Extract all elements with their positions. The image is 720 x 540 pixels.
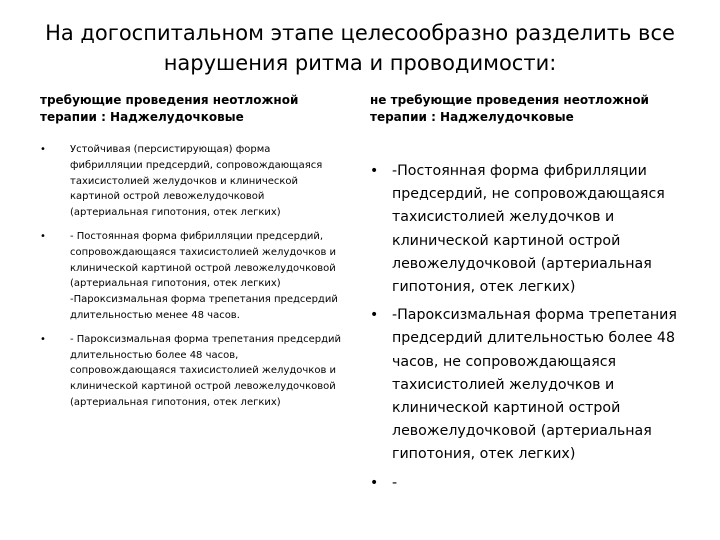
- list-item: [40, 142, 345, 221]
- list-item: [370, 472, 685, 495]
- list-item: [40, 229, 345, 324]
- bullet-icon: •: [370, 474, 379, 491]
- list-item: [370, 304, 685, 466]
- list-item-text: -: [392, 474, 398, 491]
- bullet-icon: •: [40, 230, 46, 242]
- list-item-text: -Постоянная форма фибрилляции предсердий, не сопровождающаяся тахисистолией желудочков и клинической картиной острой левожелудочковой (артериальная гипотония, отек легких): [392, 163, 665, 296]
- bullet-icon: •: [40, 333, 46, 345]
- list-item-text: Устойчивая (персистирующая) форма фибрилляции предсердий, сопровождающаяся тахисистолией желудочков и клинической картиной острой левожелудочковой (артериальная гипотония, отек легких): [70, 144, 323, 219]
- bullet-icon: •: [370, 163, 379, 179]
- right-bullet-list: [370, 160, 685, 500]
- slide-title: На догоспитальном этапе целесообразно разделить все нарушения ритма и проводимости:: [45, 21, 675, 75]
- list-item: [40, 332, 345, 411]
- list-item-text: -Пароксизмальная форма трепетания предсердий длительностью более 48 часов, не сопровождающаяся тахисистолией желудочков и клинической картиной острой левожелудочковой (артериальная гипотония, отек легких): [392, 307, 677, 463]
- left-bullet-list: [40, 142, 345, 419]
- bullet-icon: •: [370, 307, 379, 324]
- bullet-icon: •: [40, 144, 46, 155]
- list-item-text: - Постоянная форма фибрилляции предсердий, сопровождающаяся тахисистолией желудочков и клинической картиной острой левожелудочковой (артериальная гипотония, отек легких) -Пароксизмальная форма трепетания предсердий длительностью менее 48 часов.: [70, 230, 338, 321]
- left-column-heading: требующие проведения неотложной терапии : Наджелудочковые: [40, 93, 299, 124]
- list-item-text: - Пароксизмальная форма трепетания предсердий длительностью более 48 часов, сопровождающаяся тахисистолией желудочков и клинической картиной острой левожелудочковой (артериальная гипотония, отек легких): [70, 333, 342, 408]
- list-item: [370, 160, 685, 299]
- right-column-heading: не требующие проведения неотложной терапии : Наджелудочковые: [370, 93, 649, 124]
